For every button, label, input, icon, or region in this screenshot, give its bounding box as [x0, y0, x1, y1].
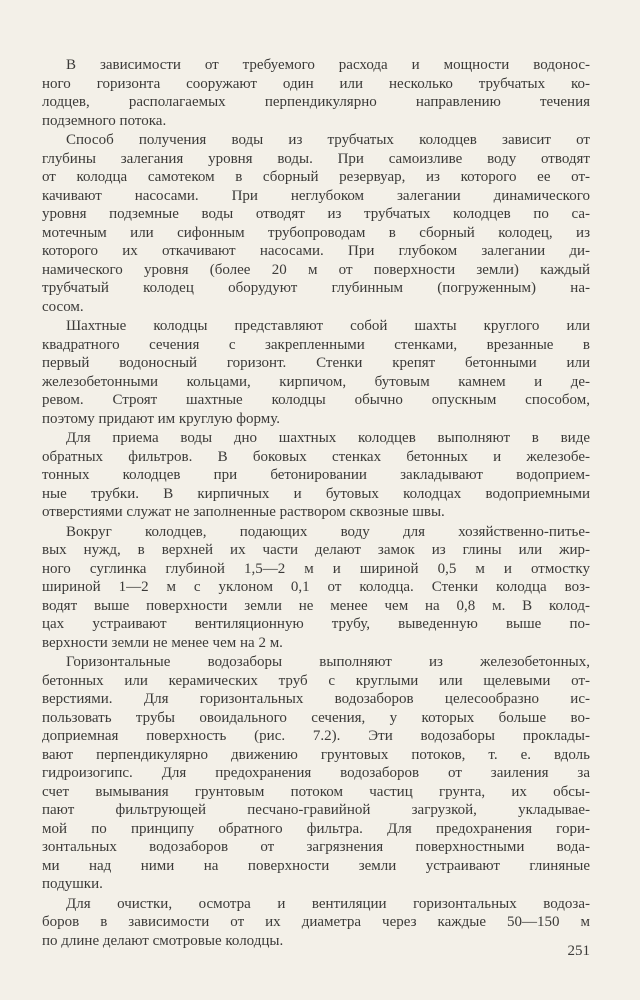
text-line: поэтому придают им круглую форму. — [42, 410, 281, 427]
text-line: качивают насосами. При неглубоком залегании динамического — [42, 187, 590, 204]
text-line: которого их откачивают насосами. При глубоком залегании ди- — [42, 243, 590, 259]
text-line: мой по принципу обратного фильтра. Для предохранения гори- — [42, 820, 590, 837]
text-line: гидроизогипс. Для предохранения водозаборов от заиления за — [42, 765, 590, 781]
text-line: подушки. — [42, 876, 103, 892]
text-line: зонтальных водозаборов от загрязнения поверхностными вода- — [42, 839, 590, 855]
text-line: вых нужд, в верхней их части делают замок из глины или жир- — [42, 542, 590, 558]
text-line: ного суглинка глубиной 1,5—2 м и шириной 0,5 м и отмостку — [42, 560, 590, 577]
text-line: Шахтные колодцы представляют собой шахты круглого или — [66, 318, 590, 334]
text-line: пают фильтрующей песчано-гравийной загрузкой, укладывае- — [42, 802, 590, 818]
text-line: В зависимости от требуемого расхода и мощности водонос- — [66, 57, 590, 73]
text-line: трубчатый колодец оборудуют глубинным (погруженным) на- — [42, 280, 590, 296]
paragraph — [42, 131, 590, 316]
text-line: водят выше поверхности земли не менее чем на 0,8 м. В колод- — [42, 597, 590, 614]
text-line: уровня подземные воды отводят из трубчатых колодцев по са- — [42, 206, 590, 222]
paragraph — [42, 56, 590, 130]
text-line: Горизонтальные водозаборы выполняют из железобетонных, — [66, 654, 590, 670]
text-line: лодцев, располагаемых перпендикулярно направлению течения — [42, 94, 590, 110]
text-line: ные трубки. В кирпичных и бутовых колодцах водоприемными — [42, 485, 590, 502]
paragraph — [42, 523, 590, 653]
text-line: шириной 1—2 м с уклоном 0,1 от колодца. Стенки колодца воз- — [42, 579, 590, 595]
text-line: глубины залегания уровня воды. При самоизливе воду отводят — [42, 150, 590, 167]
text-line: первый водоносный горизонт. Стенки крепят бетонными или — [42, 355, 590, 371]
text-line: ного горизонта сооружают один или несколько трубчатых ко- — [42, 75, 590, 92]
text-line: Для приема воды дно шахтных колодцев выполняют в виде — [66, 430, 590, 446]
text-line: цах устраивают вентиляционную трубу, выведенную выше по- — [42, 616, 590, 632]
paragraph — [42, 429, 590, 522]
paragraph — [42, 653, 590, 894]
text-line: боров в зависимости от их диаметра через каждые 50—150 м — [42, 914, 590, 930]
paragraph — [42, 317, 590, 428]
text-line: Для очистки, осмотра и вентиляции горизонтальных водоза- — [66, 895, 590, 912]
text-line: от колодца самотеком в сборный резервуар, из которого ее от- — [42, 169, 590, 185]
text-line: отверстиями служат не заполненные раствором сквозные швы. — [42, 504, 445, 520]
text-line: подземного потока. — [42, 112, 167, 129]
page-number: 251 — [567, 943, 590, 959]
text-line: мотечным или сифонным трубопроводам в сборный колодец, из — [42, 224, 590, 241]
text-line: Вокруг колодцев, подающих воду для хозяйственно-питье- — [66, 523, 590, 540]
text-line: пользовать трубы овоидального сечения, у которых больше во- — [42, 709, 590, 726]
text-line: ми над ними на поверхности земли устраивают глиняные — [42, 857, 590, 874]
text-line: верстиями. Для горизонтальных водозаборов целесообразно ис- — [42, 691, 590, 707]
text-line: квадратного сечения с закрепленными стенками, врезанные в — [42, 336, 590, 353]
text-line: доприемная поверхность (рис. 7.2). Эти водозаборы проклады- — [42, 728, 590, 744]
text-line: сосом. — [42, 298, 84, 315]
text-line: тонных колодцев при бетонировании закладывают водоприем- — [42, 467, 590, 483]
body-text — [42, 56, 590, 951]
text-line: обратных фильтров. В боковых стенках бетонных и железобе- — [42, 448, 590, 465]
text-line: верхности земли не менее чем на 2 м. — [42, 634, 283, 651]
text-line: Способ получения воды из трубчатых колодцев зависит от — [66, 132, 590, 148]
text-line: по длине делают смотровые колодцы. — [42, 932, 284, 949]
text-line: железобетонными кольцами, кирпичом, бутовым камнем и де- — [42, 373, 590, 390]
text-line: ревом. Строят шахтные колодцы обычно опускным способом, — [42, 392, 590, 408]
text-line: намического уровня (более 20 м от поверхности земли) каждый — [42, 261, 590, 278]
text-line: вают перпендикулярно движению грунтовых потоков, т. е. вдоль — [42, 746, 590, 763]
text-line: счет вымывания грунтовым потоком частиц грунта, их обсы- — [42, 783, 590, 800]
paragraph — [42, 895, 590, 951]
text-line: бетонных или керамических труб с круглыми или щелевыми от- — [42, 672, 590, 689]
